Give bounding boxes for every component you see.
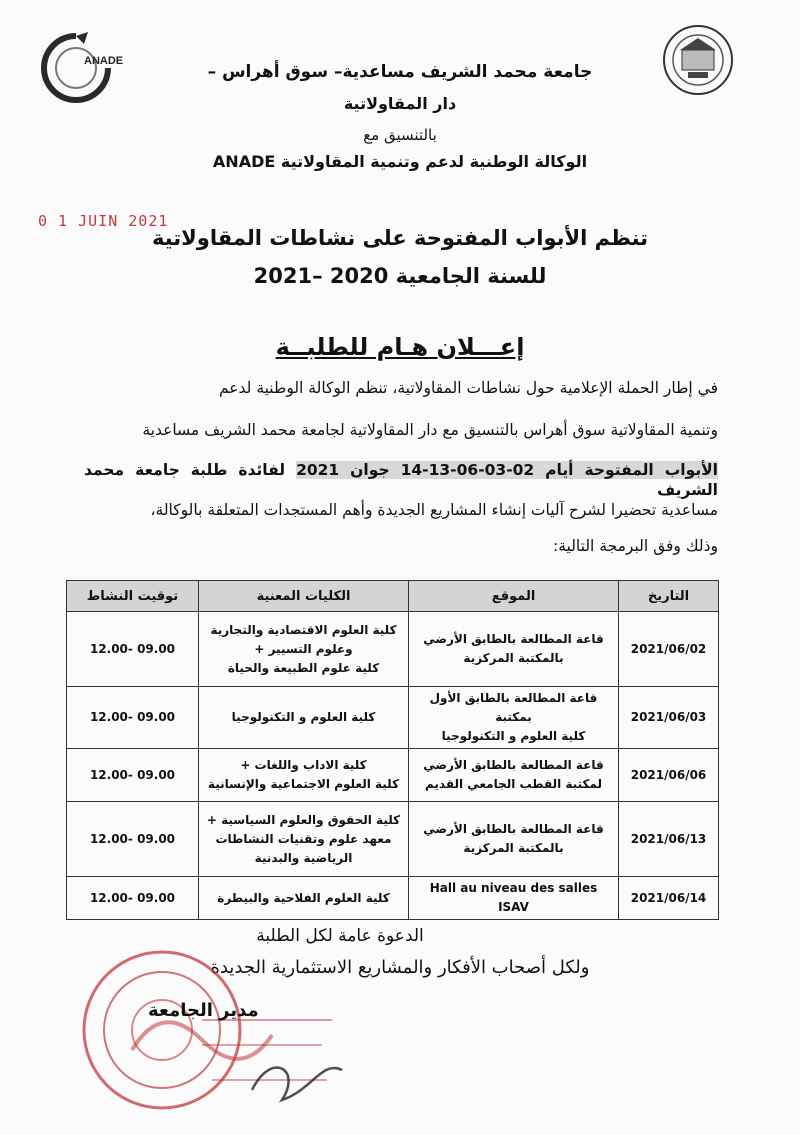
location-line: Hall au niveau des salles ISAV — [429, 881, 598, 914]
location-line: بالمكتبة المركزية — [463, 651, 564, 665]
body-paragraph-1: في إطار الحملة الإعلامية حول نشاطات المقاولاتية، تنظم الوكالة الوطنية لدعم — [218, 379, 718, 397]
announcement-heading: إعـــلان هـام للطلبــة — [275, 333, 525, 361]
body-paragraph-3 — [84, 460, 718, 500]
signature-title: مدير الجامعة — [148, 1000, 259, 1021]
body-paragraph-5: وذلك وفق البرمجة التالية: — [552, 537, 718, 555]
cell-location — [409, 802, 619, 877]
faculty-line: معهد علوم وتقنيات النشاطات — [215, 831, 392, 846]
faculty-line: كلية العلوم الفلاحية والبيطرة — [217, 890, 390, 905]
cell-date: 2021/06/13 — [619, 802, 719, 877]
cell-time: 09.00 -12.00 — [67, 687, 199, 749]
cell-date: 2021/06/03 — [619, 687, 719, 749]
closing-line-2: ولكل أصحاب الأفكار والمشاريع الاستثمارية الجديدة — [210, 957, 590, 978]
body-paragraph-3-rest: لفائدة طلبة جامعة محمد الشريف — [84, 461, 718, 499]
faculty-line: وعلوم التسيير + — [254, 641, 353, 656]
faculty-line: كلية الاداب واللغات + — [240, 758, 367, 772]
location-line: بالمكتبة المركزية — [463, 841, 564, 855]
cell-date: 2021/06/06 — [619, 749, 719, 802]
body-paragraph-2: وتنمية المقاولاتية سوق أهراس بالتنسيق مع دار المقاولاتية لجامعة محمد الشريف مساعدية — [142, 421, 718, 439]
header-time: توقيت النشاط — [67, 581, 199, 612]
signature-scribble — [252, 1068, 342, 1100]
dates-highlight: الأبواب المفتوحة أيام 02-03-06-13-14 جوان 2021 — [296, 461, 718, 479]
date-stamp: 0 1 JUIN 2021 — [38, 212, 169, 230]
cell-date: 2021/06/14 — [619, 877, 719, 920]
header-date: التاريخ — [619, 581, 719, 612]
faculty-line: كلية العلوم الاقتصادية والتجارية — [210, 622, 397, 637]
cell-location — [409, 687, 619, 749]
location-line: قاعة المطالعة بالطابق الأرضي — [423, 758, 604, 772]
title-line-2: للسنة الجامعية 2020 –2021 — [253, 264, 547, 288]
university-name: جامعة محمد الشريف مساعدية– سوق أهراس – — [207, 62, 593, 82]
cell-time: 09.00 -12.00 — [67, 877, 199, 920]
body-paragraph-4: مساعدية تحضيرا لشرح آليات إنشاء المشاريع الجديدة وأهم المستجدات المتعلقة بالوكالة، — [150, 501, 718, 519]
location-line: قاعة المطالعة بالطابق الأول بمكتبة — [429, 691, 598, 724]
cell-faculties — [199, 749, 409, 802]
cell-faculties — [199, 877, 409, 920]
cell-date: 2021/06/02 — [619, 612, 719, 687]
entrepreneurship-house: دار المقاولاتية — [343, 94, 457, 113]
cell-faculties — [199, 612, 409, 687]
faculty-line: كلية الحقوق والعلوم السياسية + — [206, 812, 401, 827]
cell-time: 09.00 -12.00 — [67, 802, 199, 877]
official-stamp — [72, 940, 352, 1120]
table-row — [67, 802, 719, 877]
closing-line-1: الدعوة عامة لكل الطلبة — [256, 926, 424, 946]
faculty-line: كلية العلوم الاجتماعية والإنسانية — [207, 777, 400, 791]
table-row — [67, 612, 719, 687]
header-location: الموقع — [409, 581, 619, 612]
table-row — [67, 877, 719, 920]
location-line: لمكتبة القطب الجامعي القديم — [424, 777, 602, 791]
cell-faculties — [199, 802, 409, 877]
cell-time: 09.00 -12.00 — [67, 749, 199, 802]
location-line: كلية العلوم و التكنولوجيا — [441, 729, 586, 743]
schedule-table — [66, 580, 719, 920]
faculty-line: كلية علوم الطبيعة والحياة — [227, 660, 380, 675]
schedule-header-row — [67, 581, 719, 612]
coordination-text: بالتنسيق مع — [363, 126, 437, 144]
faculty-line: الرياضية والبدنية — [254, 850, 353, 865]
cell-location — [409, 749, 619, 802]
cell-location — [409, 612, 619, 687]
faculty-line: كلية العلوم و التكنولوجيا — [231, 710, 376, 724]
cell-location — [409, 877, 619, 920]
cell-time: 09.00 -12.00 — [67, 612, 199, 687]
location-line: قاعة المطالعة بالطابق الأرضي — [423, 822, 604, 836]
location-line: قاعة المطالعة بالطابق الأرضي — [423, 632, 604, 646]
table-row — [67, 749, 719, 802]
header-faculties: الكليات المعنية — [199, 581, 409, 612]
agency-name: الوكالة الوطنية لدعم وتنمية المقاولاتية ANADE — [212, 152, 588, 171]
title-line-1: تنظم الأبواب المفتوحة على نشاطات المقاولاتية — [151, 226, 649, 250]
table-row — [67, 687, 719, 749]
anade-logo-text: ANADE — [84, 55, 124, 67]
cell-faculties — [199, 687, 409, 749]
university-seal — [652, 20, 744, 100]
